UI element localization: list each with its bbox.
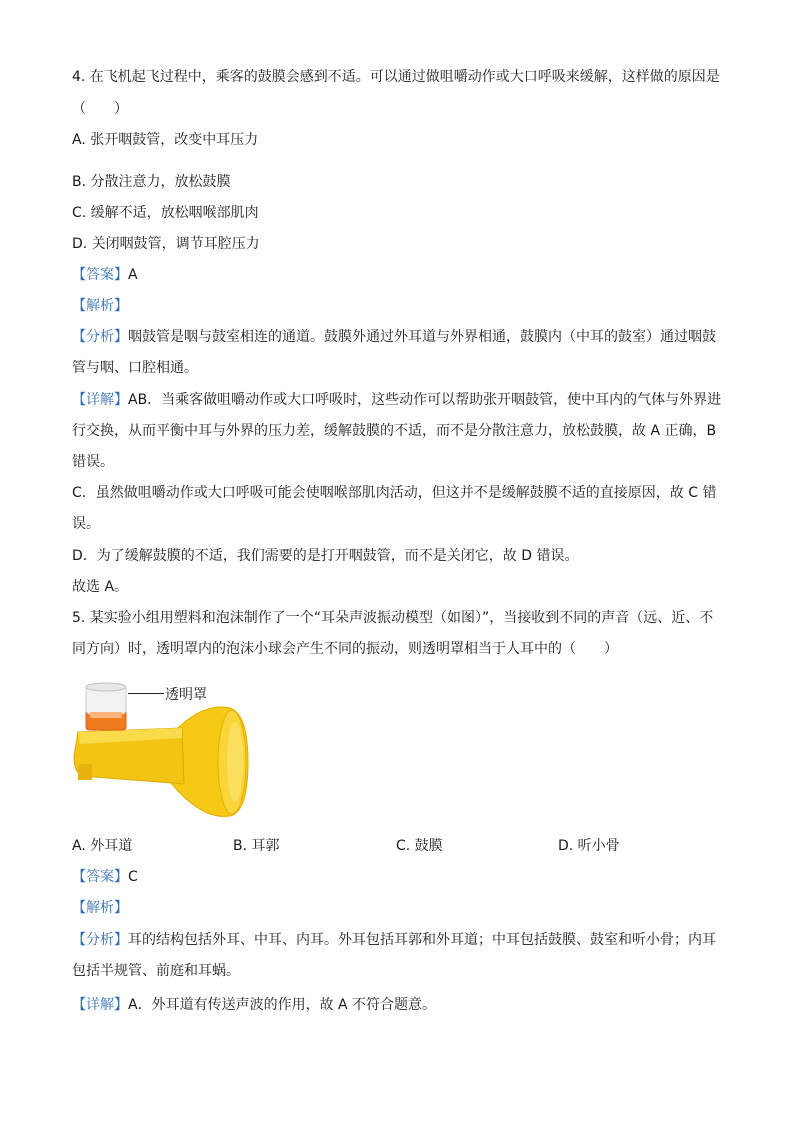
q4-c-line1: C．虽然做咀嚼动作或大口呼吸可能会使咽喉部肌肉活动，但这并不是缓解鼓膜不适的直接原因，故 C 错 <box>72 485 717 501</box>
q5-analysis-line <box>72 898 128 918</box>
q4-conclusion: 故选 A。 <box>72 579 129 595</box>
q5-stem-line2: 同方向）时，透明罩内的泡沫小球会产生不同的振动，则透明罩相当于人耳中的（ ） <box>72 641 618 657</box>
fenxi-text: 咽鼓管是咽与鼓室相连的通道。鼓膜外通过外耳道与外界相通，鼓膜内（中耳的鼓室）通过咽鼓 <box>128 329 716 345</box>
answer-tag: 【答案】 <box>72 869 128 885</box>
fenxi-tag: 【分析】 <box>72 932 128 948</box>
fenxi-tag: 【分析】 <box>72 329 128 345</box>
figure-label: 透明罩 <box>165 687 207 703</box>
figure-leader-line <box>128 693 164 694</box>
xiangjie-tag: 【详解】 <box>72 392 128 408</box>
q4-fenxi-line2: 管与咽、口腔相通。 <box>72 360 198 376</box>
q5-fenxi-line2: 包括半规管、前庭和耳蜗。 <box>72 963 240 979</box>
q4-option-c: C. 缓解不适，放松咽喉部肌肉 <box>72 205 259 221</box>
xiangjie-text: A．外耳道有传送声波的作用，故 A 不符合题意。 <box>128 997 437 1013</box>
q5-stem-line1: 5. 某实验小组用塑料和泡沫制作了一个“耳朵声波振动模型（如图）”，当接收到不同的声音（远、近、不 <box>72 610 714 626</box>
answer-value: A <box>128 267 138 283</box>
q4-xiangjie-line3: 错误。 <box>72 454 114 470</box>
q5-option-c: C. 鼓膜 <box>396 838 443 854</box>
ear-model-figure <box>72 672 252 822</box>
analysis-tag: 【解析】 <box>72 900 128 916</box>
xiangjie-tag: 【详解】 <box>72 997 128 1013</box>
q4-analysis-line <box>72 296 128 316</box>
q4-answer-line <box>72 265 138 285</box>
q4-c-line2: 误。 <box>72 516 100 532</box>
q4-option-b: B. 分散注意力，放松鼓膜 <box>72 174 231 190</box>
q5-option-d: D. 听小骨 <box>558 838 620 854</box>
fenxi-text: 耳的结构包括外耳、中耳、内耳。外耳包括耳郭和外耳道；中耳包括鼓膜、鼓室和听小骨；内耳 <box>128 932 716 948</box>
q4-d-line: D．为了缓解鼓膜的不适，我们需要的是打开咽鼓管，而不是关闭它，故 D 错误。 <box>72 548 579 564</box>
xiangjie-text: AB．当乘客做咀嚼动作或大口呼吸时，这些动作可以帮助张开咽鼓管，使中耳内的气体与外界进 <box>128 392 722 408</box>
answer-value: C <box>128 869 138 885</box>
q4-xiangjie-line2: 行交换，从而平衡中耳与外界的压力差，缓解鼓膜的不适，而不是分散注意力，放松鼓膜，故 A 正确，B <box>72 423 717 439</box>
q4-fenxi-line1 <box>72 327 716 347</box>
q5-option-a: A. 外耳道 <box>72 838 133 854</box>
q4-option-d: D. 关闭咽鼓管，调节耳腔压力 <box>72 236 260 252</box>
q5-answer-line <box>72 867 138 887</box>
q5-fenxi-line1 <box>72 930 716 950</box>
q5-xiangjie-line1 <box>72 995 436 1015</box>
q4-stem-line2: （ ） <box>72 101 128 117</box>
transparent-cover <box>86 683 126 730</box>
q4-xiangjie-line1 <box>72 390 721 410</box>
q5-option-b: B. 耳郭 <box>233 838 280 854</box>
q4-option-a: A. 张开咽鼓管，改变中耳压力 <box>72 132 259 148</box>
analysis-tag: 【解析】 <box>72 298 128 314</box>
answer-tag: 【答案】 <box>72 267 128 283</box>
q4-stem-line1: 4. 在飞机起飞过程中，乘客的鼓膜会感到不适。可以通过做咀嚼动作或大口呼吸来缓解，这样做的原因是 <box>72 69 720 85</box>
tube-body <box>74 728 184 784</box>
